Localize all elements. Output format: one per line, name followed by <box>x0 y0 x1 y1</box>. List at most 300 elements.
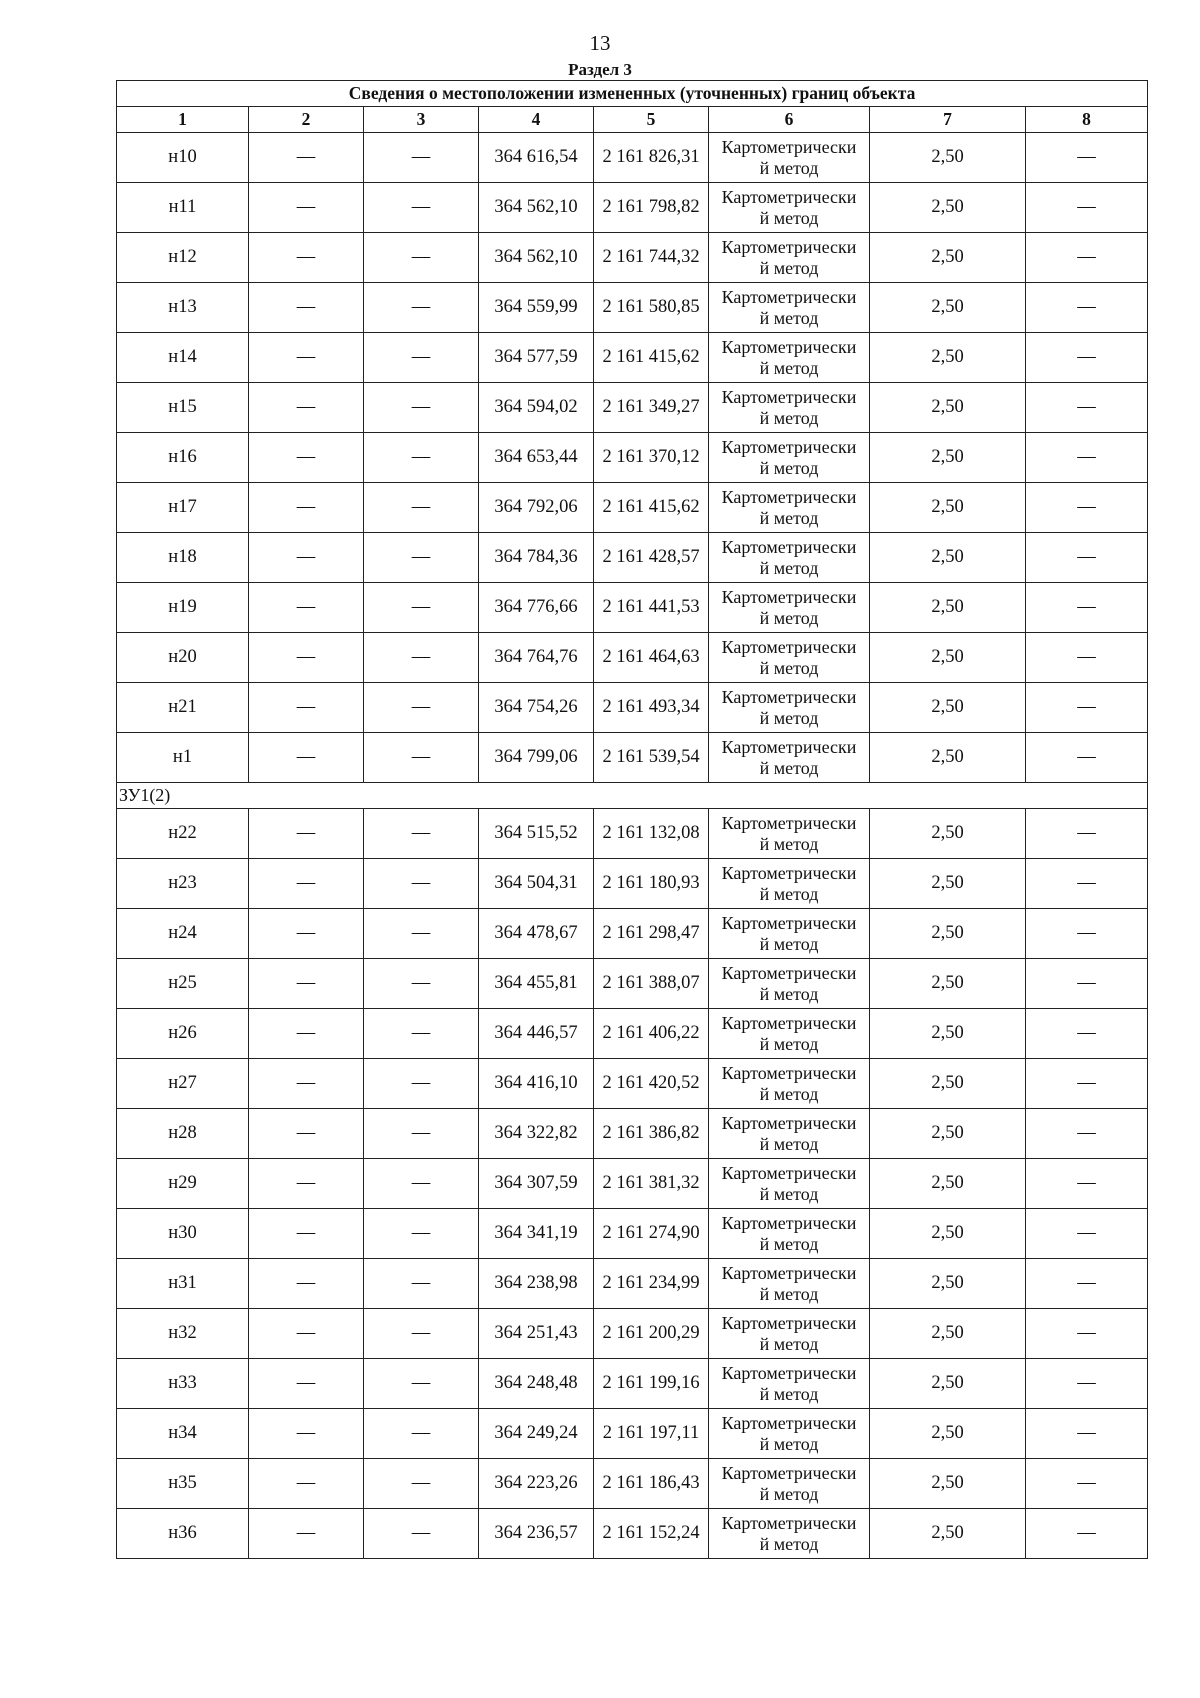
y-coordinate-cell: 2 161 441,53 <box>594 583 709 633</box>
method-line-1: Картометрически <box>721 1262 857 1283</box>
table-row <box>117 1259 1148 1309</box>
x-coordinate-cell: 364 455,81 <box>479 959 594 1009</box>
method-line-1: Картометрически <box>721 1112 857 1133</box>
x-coordinate-cell: 364 248,48 <box>479 1359 594 1409</box>
method-line-2: й метод <box>759 883 819 904</box>
method-line-2: й метод <box>759 1483 819 1504</box>
table-row <box>117 909 1148 959</box>
point-name-cell: н27 <box>117 1059 249 1109</box>
accuracy-cell: 2,50 <box>870 683 1026 733</box>
y-coordinate-cell: 2 161 386,82 <box>594 1109 709 1159</box>
method-cell <box>709 233 870 283</box>
accuracy-cell: 2,50 <box>870 1159 1026 1209</box>
dash-cell-col2: — <box>249 1159 364 1209</box>
dash-cell-col3: — <box>364 233 479 283</box>
dash-cell-col3: — <box>364 733 479 783</box>
point-name-cell: н17 <box>117 483 249 533</box>
y-coordinate-cell: 2 161 428,57 <box>594 533 709 583</box>
y-coordinate-cell: 2 161 274,90 <box>594 1209 709 1259</box>
point-name-cell: н32 <box>117 1309 249 1359</box>
dash-cell-col8: — <box>1026 809 1148 859</box>
method-cell <box>709 433 870 483</box>
method-cell <box>709 583 870 633</box>
method-line-1: Картометрически <box>721 1062 857 1083</box>
y-coordinate-cell: 2 161 186,43 <box>594 1459 709 1509</box>
dash-cell-col2: — <box>249 1309 364 1359</box>
method-cell <box>709 1359 870 1409</box>
y-coordinate-cell: 2 161 349,27 <box>594 383 709 433</box>
method-line-2: й метод <box>759 1033 819 1054</box>
method-cell <box>709 809 870 859</box>
section-title: Раздел 3 <box>568 60 632 79</box>
dash-cell-col3: — <box>364 533 479 583</box>
method-line-2: й метод <box>759 1133 819 1154</box>
y-coordinate-cell: 2 161 415,62 <box>594 333 709 383</box>
dash-cell-col3: — <box>364 959 479 1009</box>
point-name-cell: н21 <box>117 683 249 733</box>
method-cell <box>709 1459 870 1509</box>
method-line-1: Картометрически <box>721 636 857 657</box>
accuracy-cell: 2,50 <box>870 383 1026 433</box>
table-row <box>117 1309 1148 1359</box>
point-name-cell: н11 <box>117 183 249 233</box>
dash-cell-col2: — <box>249 1109 364 1159</box>
method-line-2: й метод <box>759 983 819 1004</box>
method-cell <box>709 1159 870 1209</box>
dash-cell-col2: — <box>249 233 364 283</box>
method-cell <box>709 683 870 733</box>
x-coordinate-cell: 364 251,43 <box>479 1309 594 1359</box>
method-line-2: й метод <box>759 557 819 578</box>
dash-cell-col3: — <box>364 1109 479 1159</box>
accuracy-cell: 2,50 <box>870 633 1026 683</box>
dash-cell-col8: — <box>1026 583 1148 633</box>
point-name-cell: н16 <box>117 433 249 483</box>
method-line-2: й метод <box>759 1283 819 1304</box>
method-line-1: Картометрически <box>721 136 857 157</box>
dash-cell-col3: — <box>364 1309 479 1359</box>
dash-cell-col8: — <box>1026 1509 1148 1559</box>
method-line-2: й метод <box>759 1333 819 1354</box>
point-name-cell: н28 <box>117 1109 249 1159</box>
table-row <box>117 1509 1148 1559</box>
dash-cell-col3: — <box>364 1059 479 1109</box>
dash-cell-col3: — <box>364 1209 479 1259</box>
x-coordinate-cell: 364 616,54 <box>479 133 594 183</box>
method-cell <box>709 333 870 383</box>
method-line-2: й метод <box>759 1233 819 1254</box>
dash-cell-col2: — <box>249 283 364 333</box>
x-coordinate-cell: 364 307,59 <box>479 1159 594 1209</box>
column-header-3: 3 <box>364 107 479 133</box>
table-row <box>117 1159 1148 1209</box>
dash-cell-col3: — <box>364 483 479 533</box>
dash-cell-col2: — <box>249 1509 364 1559</box>
column-header-5: 5 <box>594 107 709 133</box>
dash-cell-col2: — <box>249 483 364 533</box>
table-row <box>117 733 1148 783</box>
table-row <box>117 483 1148 533</box>
point-name-cell: н15 <box>117 383 249 433</box>
point-name-cell: н1 <box>117 733 249 783</box>
dash-cell-col8: — <box>1026 233 1148 283</box>
accuracy-cell: 2,50 <box>870 333 1026 383</box>
method-cell <box>709 859 870 909</box>
table-row <box>117 233 1148 283</box>
accuracy-cell: 2,50 <box>870 1009 1026 1059</box>
method-line-1: Картометрически <box>721 862 857 883</box>
point-name-cell: н36 <box>117 1509 249 1559</box>
table-row <box>117 1209 1148 1259</box>
dash-cell-col8: — <box>1026 909 1148 959</box>
accuracy-cell: 2,50 <box>870 1359 1026 1409</box>
dash-cell-col2: — <box>249 1009 364 1059</box>
y-coordinate-cell: 2 161 152,24 <box>594 1509 709 1559</box>
dash-cell-col8: — <box>1026 1359 1148 1409</box>
method-line-2: й метод <box>759 207 819 228</box>
method-line-2: й метод <box>759 457 819 478</box>
dash-cell-col2: — <box>249 1209 364 1259</box>
dash-cell-col2: — <box>249 383 364 433</box>
method-cell <box>709 733 870 783</box>
table-row <box>117 809 1148 859</box>
method-line-1: Картометрически <box>721 1012 857 1033</box>
accuracy-cell: 2,50 <box>870 283 1026 333</box>
x-coordinate-cell: 364 577,59 <box>479 333 594 383</box>
accuracy-cell: 2,50 <box>870 1509 1026 1559</box>
method-line-2: й метод <box>759 933 819 954</box>
method-line-1: Картометрически <box>721 286 857 307</box>
group-label: ЗУ1(2) <box>117 783 1148 809</box>
table-body <box>117 133 1148 1559</box>
method-line-1: Картометрически <box>721 386 857 407</box>
dash-cell-col3: — <box>364 1009 479 1059</box>
method-line-2: й метод <box>759 1083 819 1104</box>
dash-cell-col8: — <box>1026 1159 1148 1209</box>
method-line-2: й метод <box>759 1383 819 1404</box>
dash-cell-col3: — <box>364 1159 479 1209</box>
y-coordinate-cell: 2 161 199,16 <box>594 1359 709 1409</box>
dash-cell-col3: — <box>364 1509 479 1559</box>
dash-cell-col3: — <box>364 433 479 483</box>
method-line-2: й метод <box>759 707 819 728</box>
method-cell <box>709 533 870 583</box>
accuracy-cell: 2,50 <box>870 1309 1026 1359</box>
method-line-2: й метод <box>759 833 819 854</box>
dash-cell-col8: — <box>1026 1009 1148 1059</box>
point-name-cell: н30 <box>117 1209 249 1259</box>
table-row <box>117 133 1148 183</box>
accuracy-cell: 2,50 <box>870 483 1026 533</box>
method-line-2: й метод <box>759 757 819 778</box>
coordinates-table <box>116 80 1148 1559</box>
y-coordinate-cell: 2 161 464,63 <box>594 633 709 683</box>
dash-cell-col8: — <box>1026 1109 1148 1159</box>
point-name-cell: н35 <box>117 1459 249 1509</box>
x-coordinate-cell: 364 515,52 <box>479 809 594 859</box>
x-coordinate-cell: 364 416,10 <box>479 1059 594 1109</box>
table-caption: Сведения о местоположении измененных (уточненных) границ объекта <box>117 81 1148 107</box>
y-coordinate-cell: 2 161 298,47 <box>594 909 709 959</box>
dash-cell-col3: — <box>364 809 479 859</box>
dash-cell-col3: — <box>364 683 479 733</box>
method-cell <box>709 133 870 183</box>
column-header-7: 7 <box>870 107 1026 133</box>
point-name-cell: н19 <box>117 583 249 633</box>
y-coordinate-cell: 2 161 415,62 <box>594 483 709 533</box>
point-name-cell: н31 <box>117 1259 249 1309</box>
point-name-cell: н25 <box>117 959 249 1009</box>
y-coordinate-cell: 2 161 798,82 <box>594 183 709 233</box>
dash-cell-col2: — <box>249 1459 364 1509</box>
column-header-2: 2 <box>249 107 364 133</box>
dash-cell-col8: — <box>1026 133 1148 183</box>
accuracy-cell: 2,50 <box>870 909 1026 959</box>
accuracy-cell: 2,50 <box>870 583 1026 633</box>
x-coordinate-cell: 364 559,99 <box>479 283 594 333</box>
table-row <box>117 959 1148 1009</box>
table-row <box>117 1459 1148 1509</box>
method-line-1: Картометрически <box>721 686 857 707</box>
accuracy-cell: 2,50 <box>870 1209 1026 1259</box>
table-row <box>117 633 1148 683</box>
table-row <box>117 1109 1148 1159</box>
method-cell <box>709 1509 870 1559</box>
method-line-1: Картометрически <box>721 186 857 207</box>
accuracy-cell: 2,50 <box>870 733 1026 783</box>
x-coordinate-cell: 364 784,36 <box>479 533 594 583</box>
group-header-row <box>117 783 1148 809</box>
dash-cell-col3: — <box>364 183 479 233</box>
y-coordinate-cell: 2 161 420,52 <box>594 1059 709 1109</box>
point-name-cell: н20 <box>117 633 249 683</box>
table-row <box>117 533 1148 583</box>
table-row <box>117 433 1148 483</box>
dash-cell-col8: — <box>1026 383 1148 433</box>
y-coordinate-cell: 2 161 370,12 <box>594 433 709 483</box>
dash-cell-col8: — <box>1026 1309 1148 1359</box>
dash-cell-col3: — <box>364 333 479 383</box>
dash-cell-col8: — <box>1026 683 1148 733</box>
y-coordinate-cell: 2 161 539,54 <box>594 733 709 783</box>
point-name-cell: н23 <box>117 859 249 909</box>
y-coordinate-cell: 2 161 234,99 <box>594 1259 709 1309</box>
column-header-4: 4 <box>479 107 594 133</box>
column-header-6: 6 <box>709 107 870 133</box>
method-line-1: Картометрически <box>721 1512 857 1533</box>
dash-cell-col3: — <box>364 633 479 683</box>
method-cell <box>709 1009 870 1059</box>
dash-cell-col8: — <box>1026 859 1148 909</box>
dash-cell-col8: — <box>1026 1409 1148 1459</box>
x-coordinate-cell: 364 238,98 <box>479 1259 594 1309</box>
point-name-cell: н12 <box>117 233 249 283</box>
method-cell <box>709 909 870 959</box>
dash-cell-col2: — <box>249 333 364 383</box>
accuracy-cell: 2,50 <box>870 959 1026 1009</box>
dash-cell-col2: — <box>249 1409 364 1459</box>
column-header-8: 8 <box>1026 107 1148 133</box>
table-row <box>117 1359 1148 1409</box>
dash-cell-col8: — <box>1026 483 1148 533</box>
dash-cell-col2: — <box>249 909 364 959</box>
dash-cell-col8: — <box>1026 959 1148 1009</box>
accuracy-cell: 2,50 <box>870 859 1026 909</box>
x-coordinate-cell: 364 653,44 <box>479 433 594 483</box>
table-row <box>117 283 1148 333</box>
y-coordinate-cell: 2 161 406,22 <box>594 1009 709 1059</box>
y-coordinate-cell: 2 161 580,85 <box>594 283 709 333</box>
y-coordinate-cell: 2 161 826,31 <box>594 133 709 183</box>
table-row <box>117 183 1148 233</box>
dash-cell-col3: — <box>364 1259 479 1309</box>
x-coordinate-cell: 364 322,82 <box>479 1109 594 1159</box>
x-coordinate-cell: 364 594,02 <box>479 383 594 433</box>
dash-cell-col8: — <box>1026 1209 1148 1259</box>
method-line-1: Картометрически <box>721 1462 857 1483</box>
method-line-2: й метод <box>759 257 819 278</box>
dash-cell-col3: — <box>364 383 479 433</box>
dash-cell-col2: — <box>249 1259 364 1309</box>
dash-cell-col3: — <box>364 859 479 909</box>
dash-cell-col8: — <box>1026 533 1148 583</box>
accuracy-cell: 2,50 <box>870 233 1026 283</box>
table-row <box>117 1409 1148 1459</box>
x-coordinate-cell: 364 792,06 <box>479 483 594 533</box>
x-coordinate-cell: 364 562,10 <box>479 233 594 283</box>
y-coordinate-cell: 2 161 132,08 <box>594 809 709 859</box>
y-coordinate-cell: 2 161 180,93 <box>594 859 709 909</box>
accuracy-cell: 2,50 <box>870 433 1026 483</box>
method-line-1: Картометрически <box>721 736 857 757</box>
method-line-2: й метод <box>759 407 819 428</box>
method-cell <box>709 283 870 333</box>
method-cell <box>709 183 870 233</box>
method-line-2: й метод <box>759 657 819 678</box>
y-coordinate-cell: 2 161 197,11 <box>594 1409 709 1459</box>
dash-cell-col2: — <box>249 533 364 583</box>
accuracy-cell: 2,50 <box>870 1409 1026 1459</box>
dash-cell-col3: — <box>364 283 479 333</box>
dash-cell-col3: — <box>364 1409 479 1459</box>
x-coordinate-cell: 364 478,67 <box>479 909 594 959</box>
method-line-2: й метод <box>759 1183 819 1204</box>
method-cell <box>709 1409 870 1459</box>
method-line-1: Картометрически <box>721 586 857 607</box>
method-line-2: й метод <box>759 157 819 178</box>
dash-cell-col2: — <box>249 133 364 183</box>
dash-cell-col8: — <box>1026 283 1148 333</box>
point-name-cell: н26 <box>117 1009 249 1059</box>
dash-cell-col8: — <box>1026 1259 1148 1309</box>
column-header-1: 1 <box>117 107 249 133</box>
table-row <box>117 383 1148 433</box>
method-line-2: й метод <box>759 357 819 378</box>
point-name-cell: н18 <box>117 533 249 583</box>
accuracy-cell: 2,50 <box>870 809 1026 859</box>
method-line-1: Картометрически <box>721 1162 857 1183</box>
table-row <box>117 1009 1148 1059</box>
method-cell <box>709 959 870 1009</box>
point-name-cell: н24 <box>117 909 249 959</box>
x-coordinate-cell: 364 764,76 <box>479 633 594 683</box>
method-line-2: й метод <box>759 607 819 628</box>
table-row <box>117 1059 1148 1109</box>
method-cell <box>709 1309 870 1359</box>
table-row <box>117 859 1148 909</box>
x-coordinate-cell: 364 754,26 <box>479 683 594 733</box>
dash-cell-col8: — <box>1026 433 1148 483</box>
table-row <box>117 683 1148 733</box>
method-line-1: Картометрически <box>721 1312 857 1333</box>
x-coordinate-cell: 364 236,57 <box>479 1509 594 1559</box>
method-cell <box>709 483 870 533</box>
method-line-1: Картометрически <box>721 536 857 557</box>
method-line-2: й метод <box>759 307 819 328</box>
method-line-1: Картометрически <box>721 812 857 833</box>
x-coordinate-cell: 364 504,31 <box>479 859 594 909</box>
dash-cell-col8: — <box>1026 733 1148 783</box>
dash-cell-col8: — <box>1026 1059 1148 1109</box>
method-line-2: й метод <box>759 1533 819 1554</box>
column-header-row <box>117 107 1148 133</box>
dash-cell-col3: — <box>364 1359 479 1409</box>
method-cell <box>709 1209 870 1259</box>
table-row <box>117 583 1148 633</box>
page-number: 13 <box>589 31 611 55</box>
dash-cell-col2: — <box>249 683 364 733</box>
method-line-1: Картометрически <box>721 1212 857 1233</box>
x-coordinate-cell: 364 446,57 <box>479 1009 594 1059</box>
point-name-cell: н22 <box>117 809 249 859</box>
dash-cell-col3: — <box>364 583 479 633</box>
method-cell <box>709 1059 870 1109</box>
accuracy-cell: 2,50 <box>870 1109 1026 1159</box>
x-coordinate-cell: 364 341,19 <box>479 1209 594 1259</box>
y-coordinate-cell: 2 161 744,32 <box>594 233 709 283</box>
dash-cell-col2: — <box>249 183 364 233</box>
dash-cell-col3: — <box>364 909 479 959</box>
y-coordinate-cell: 2 161 493,34 <box>594 683 709 733</box>
point-name-cell: н29 <box>117 1159 249 1209</box>
dash-cell-col2: — <box>249 1359 364 1409</box>
accuracy-cell: 2,50 <box>870 1459 1026 1509</box>
point-name-cell: н34 <box>117 1409 249 1459</box>
x-coordinate-cell: 364 249,24 <box>479 1409 594 1459</box>
dash-cell-col3: — <box>364 1459 479 1509</box>
method-cell <box>709 633 870 683</box>
dash-cell-col8: — <box>1026 633 1148 683</box>
table-row <box>117 333 1148 383</box>
accuracy-cell: 2,50 <box>870 183 1026 233</box>
dash-cell-col2: — <box>249 433 364 483</box>
dash-cell-col2: — <box>249 633 364 683</box>
x-coordinate-cell: 364 799,06 <box>479 733 594 783</box>
method-cell <box>709 383 870 433</box>
method-line-1: Картометрически <box>721 436 857 457</box>
dash-cell-col2: — <box>249 733 364 783</box>
x-coordinate-cell: 364 562,10 <box>479 183 594 233</box>
method-line-1: Картометрически <box>721 912 857 933</box>
dash-cell-col8: — <box>1026 183 1148 233</box>
point-name-cell: н33 <box>117 1359 249 1409</box>
method-line-1: Картометрически <box>721 962 857 983</box>
dash-cell-col8: — <box>1026 333 1148 383</box>
dash-cell-col2: — <box>249 583 364 633</box>
method-cell <box>709 1109 870 1159</box>
dash-cell-col2: — <box>249 959 364 1009</box>
dash-cell-col2: — <box>249 1059 364 1109</box>
